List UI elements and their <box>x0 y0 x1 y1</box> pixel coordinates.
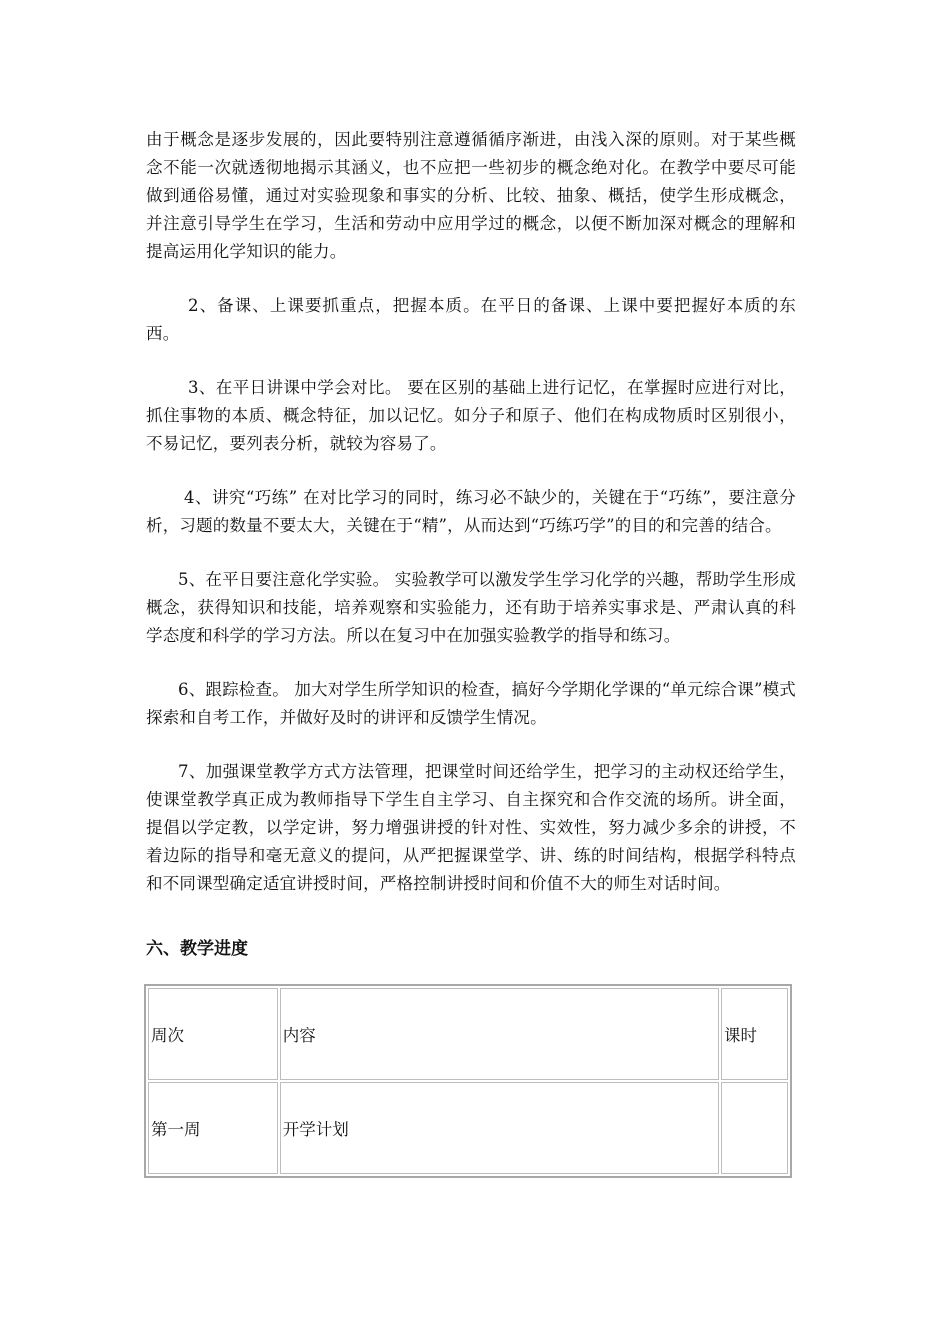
section-heading: 六、教学进度 <box>146 939 248 959</box>
cell-hours <box>721 1082 788 1174</box>
paragraph-point-7: 7、加强课堂教学方式方法管理，把课堂时间还给学生，把学习的主动权还给学生，使课堂教学真正成为教师指导下学生自主学习、自主探究和合作交流的场所。讲全面，提倡以学定教，以学定讲，努力增强讲授的针对性、实效性，努力减少多余的讲授，不着边际的指导和毫无意义的提问，从严把握课堂学、讲、练的时间结构，根据学科特点和不同课型确定适宜讲授时间，严格控制讲授时间和价值不大的师生对话时间。 <box>146 762 796 893</box>
paragraph-point-3: 3、在平日讲课中学会对比。 要在区别的基础上进行记忆，在掌握时应进行对比，抓住事物的本质、概念特征，加以记忆。如分子和原子、他们在构成物质时区别很小，不易记忆，要列表分析，就较为容易了。 <box>146 378 796 453</box>
table-row <box>148 1082 788 1174</box>
paragraph-point-6: 6、跟踪检查。 加大对学生所学知识的检查，搞好今学期化学课的“单元综合课”模式探索和自考工作，并做好及时的讲评和反馈学生情况。 <box>146 680 796 727</box>
document-body <box>146 126 796 924</box>
header-hours: 课时 <box>721 988 788 1080</box>
cell-content: 开学计划 <box>280 1082 719 1174</box>
cell-week: 第一周 <box>148 1082 278 1174</box>
header-week: 周次 <box>148 988 278 1080</box>
paragraph-point-2: 2、备课、上课要抓重点，把握本质。在平日的备课、上课中要把握好本质的东西。 <box>146 296 796 343</box>
paragraph-point-5: 5、在平日要注意化学实验。 实验教学可以激发学生学习化学的兴趣，帮助学生形成概念，获得知识和技能，培养观察和实验能力，还有助于培养实事求是、严肃认真的科学态度和科学的学习方法。所以在复习中在加强实验教学的指导和练习。 <box>146 570 796 645</box>
paragraph-intro: 由于概念是逐步发展的，因此要特别注意遵循循序渐进，由浅入深的原则。对于某些概念不能一次就透彻地揭示其涵义，也不应把一些初步的概念绝对化。在教学中要尽可能做到通俗易懂，通过对实验现象和事实的分析、比较、抽象、概括，使学生形成概念，并注意引导学生在学习，生活和劳动中应用学过的概念，以便不断加深对概念的理解和提高运用化学知识的能力。 <box>146 130 796 261</box>
header-content: 内容 <box>280 988 719 1080</box>
paragraph-point-4: 4、讲究“巧练” 在对比学习的同时，练习必不缺少的，关键在于“巧练”，要注意分析，习题的数量不要太大，关键在于“精”，从而达到“巧练巧学”的目的和完善的结合。 <box>146 488 796 535</box>
schedule-table <box>144 984 792 1178</box>
table-header-row <box>148 988 788 1080</box>
